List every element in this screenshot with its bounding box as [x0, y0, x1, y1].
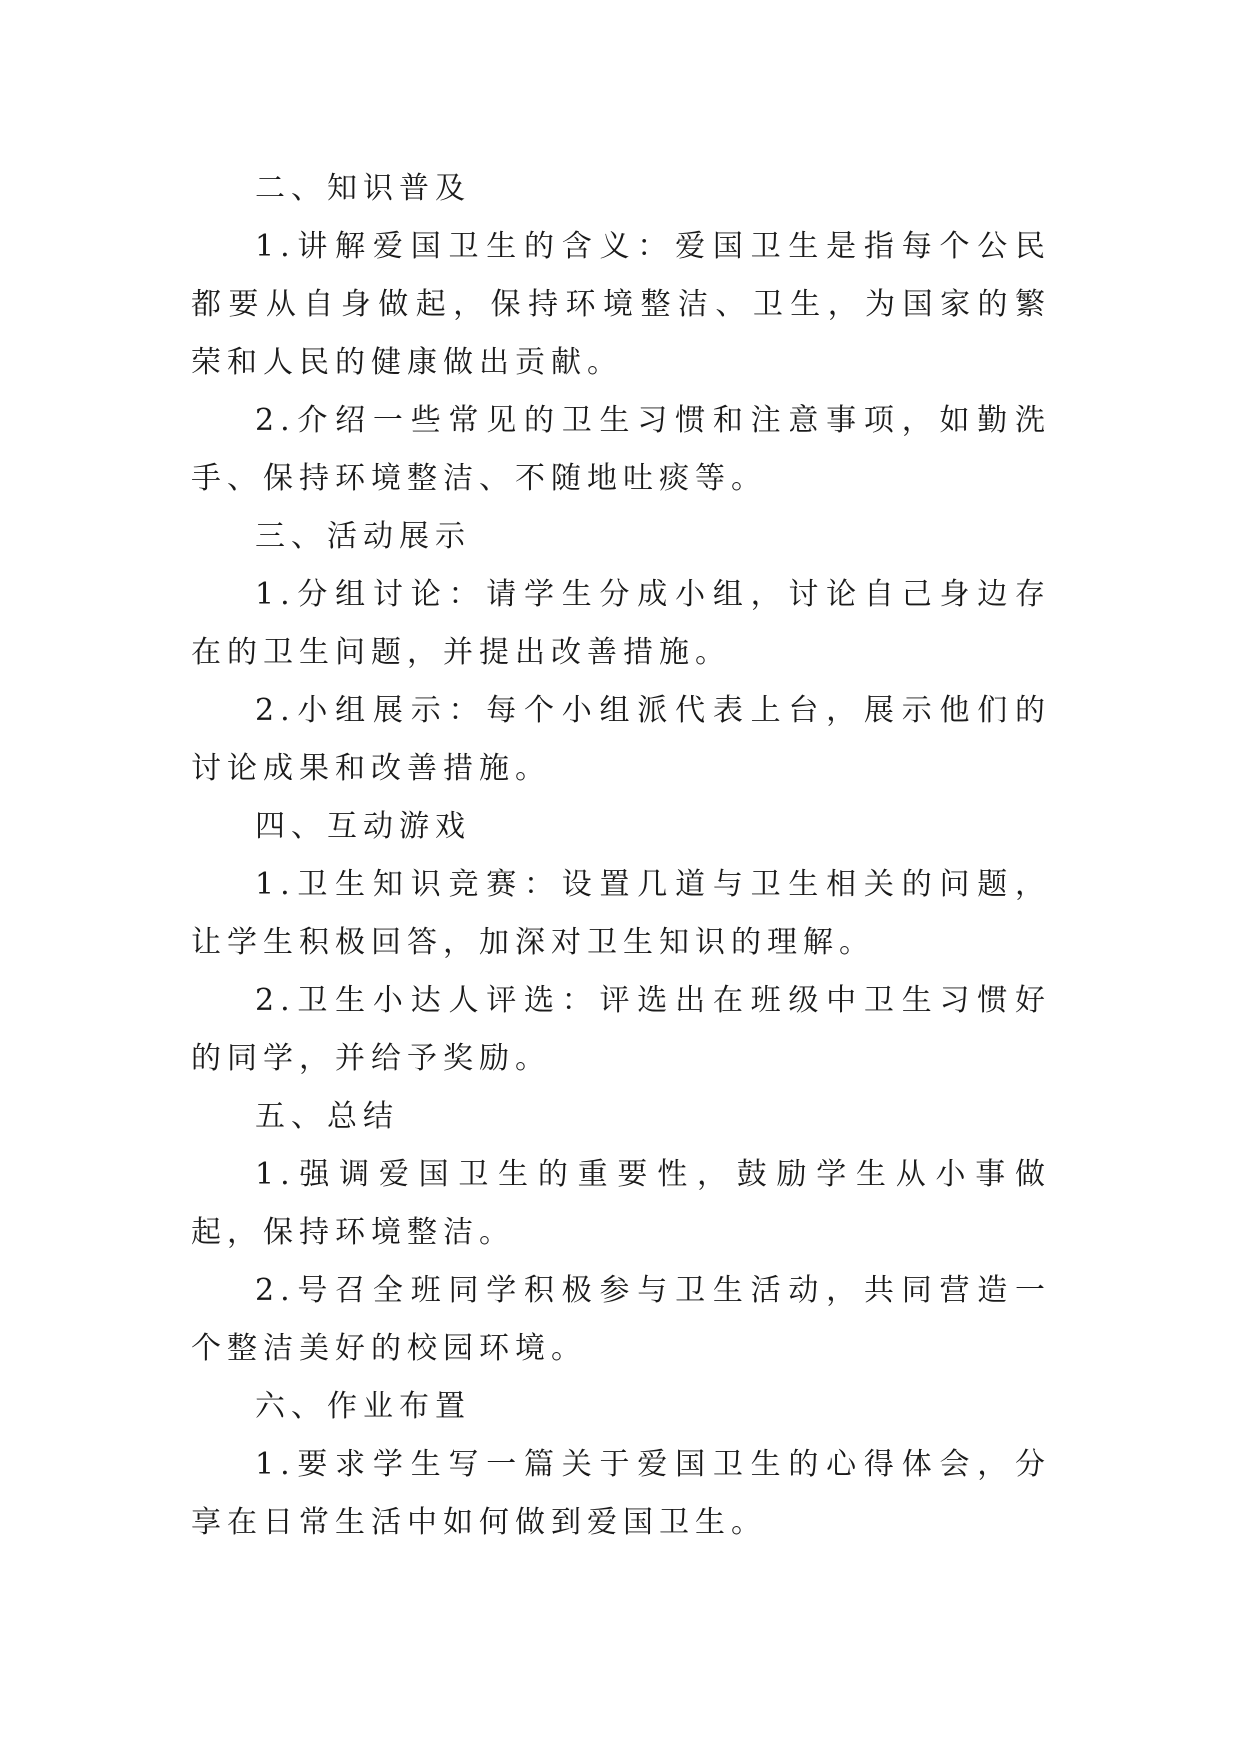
paragraph: 2.号召全班同学积极参与卫生活动，共同营造一个整洁美好的校园环境。	[191, 1273, 1051, 1366]
paragraph: 1.讲解爱国卫生的含义：爱国卫生是指每个公民都要从自身做起，保持环境整洁、卫生，为国家的繁荣和人民的健康做出贡献。	[191, 229, 1051, 380]
paragraph: 1.强调爱国卫生的重要性，鼓励学生从小事做起，保持环境整洁。	[191, 1157, 1051, 1250]
section-heading-activity: 三、活动展示	[255, 519, 471, 554]
paragraph: 1.要求学生写一篇关于爱国卫生的心得体会，分享在日常生活中如何做到爱国卫生。	[191, 1447, 1051, 1540]
section-heading-knowledge: 二、知识普及	[255, 171, 471, 206]
paragraph: 2.卫生小达人评选：评选出在班级中卫生习惯好的同学，并给予奖励。	[191, 983, 1051, 1076]
section-heading-homework: 六、作业布置	[255, 1389, 471, 1424]
paragraph: 1.卫生知识竞赛：设置几道与卫生相关的问题，让学生积极回答，加深对卫生知识的理解。	[191, 867, 1051, 960]
section-heading-summary: 五、总结	[255, 1099, 399, 1134]
section-heading-game: 四、互动游戏	[255, 809, 471, 844]
paragraph: 2.介绍一些常见的卫生习惯和注意事项，如勤洗手、保持环境整洁、不随地吐痰等。	[191, 403, 1051, 496]
paragraph: 1.分组讨论：请学生分成小组，讨论自己身边存在的卫生问题，并提出改善措施。	[191, 577, 1051, 670]
paragraph: 2.小组展示：每个小组派代表上台，展示他们的讨论成果和改善措施。	[191, 693, 1051, 786]
document-body	[191, 160, 1051, 1552]
